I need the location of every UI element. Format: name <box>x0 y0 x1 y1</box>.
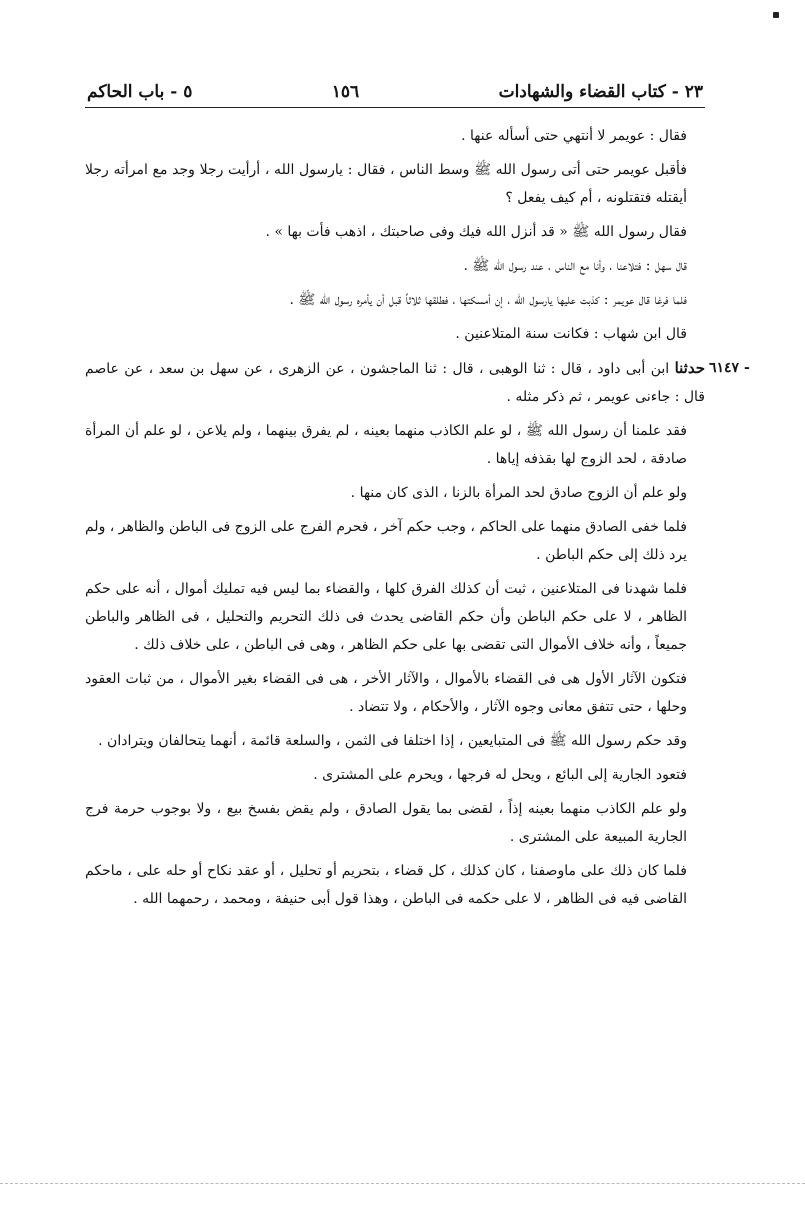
paragraph: فلما كان ذلك على ماوصفنا ، كان كذلك ، كل قضاء ، بتحريم أو تحليل ، أو عقد نكاح أو حله على ، ماحكم القاضى فيه فى الظاهر ، لا على حكمه فى الباطن ، وهذا قول أبى حنيفة ، ومحمد ، رحمهما الله . <box>85 863 687 907</box>
paragraph: فلما خفى الصادق منهما على الحاكم ، وجب حكم آخر ، فحرم الفرج على الزوج فى الباطن والظاهر ، ولم يرد ذلك إلى حكم الباطن . <box>84 519 687 563</box>
hadith-number: ٦١٤٧ - <box>709 360 750 376</box>
scan-mark <box>773 12 779 18</box>
scan-edge-divider <box>0 1183 805 1184</box>
page-number: ١٥٦ <box>331 82 360 102</box>
hadith-opening: حدثنا <box>674 359 705 377</box>
paragraph: فقال رسول الله ﷺ « قد أنزل الله فيك وفى صاحبتك ، اذهب فأت بها » . <box>265 224 687 240</box>
page-content <box>84 82 750 919</box>
paragraph: فتكون الآثار الأول هى فى القضاء بالأموال ، والآثار الأخر ، هى فى القضاء بغير الأموال ، من ثبات العقود وحلها ، حتى تتفق معانى وجوه الآثار ، والأحكام ، ولا تتضاد . <box>85 671 687 715</box>
paragraph: فتعود الجارية إلى البائع ، ويحل له فرجها ، ويحرم على المشترى . <box>313 767 687 783</box>
paragraph: فلما شهدنا فى المتلاعنين ، ثبت أن كذلك الفرق كلها ، والقضاء بما ليس فيه تمليك أموال ، أنه على حكم الظاهر ، لا على حكم الباطن وأن حكم القاضى يحدث فى ذلك التحريم والتحليل ، فى الظاهر والباطن جميعاً ، وأنه خلاف الأموال التى تقضى بها على حكم الظاهر ، وهى فى الباطن ، على خلاف ذلك . <box>85 581 687 653</box>
paragraph: قال ابن شهاب : فكانت سنة المتلاعنين . <box>455 326 687 342</box>
paragraph: وقد حكم رسول الله ﷺ فى المتبايعين ، إذا اختلفا فى الثمن ، والسلعة قائمة ، أنهما يتحالفان ويترادان . <box>98 733 687 749</box>
paragraph: فلما فرغا قال عويمر : كذبت عليها يارسول الله ، إن أمسكتها ، فطلقها ثلاثاً قبل أن يأمره رسول الله ﷺ . <box>289 292 687 308</box>
running-header <box>85 82 705 108</box>
paragraph: ولو علم أن الزوج صادق لحد المرأة بالزنا ، الذى كان منها . <box>350 485 687 501</box>
hadith-entry <box>85 354 750 411</box>
header-book-title: ٢٣ - كتاب القضاء والشهادات <box>498 82 703 102</box>
paragraph: ولو علم الكاذب منهما بعينه إذاً ، لقضى بما يقول الصادق ، ولم يقض بفسخ بيع ، ولا بوجوب حرمة فرج الجارية المبيعة على المشترى . <box>85 801 687 845</box>
hadith-text: ابن أبى داود ، قال : ثنا الوهبى ، قال : ثنا الماجشون ، عن الزهرى ، عن سهل بن سعد ، عن عاصم قال : جاءنى عويمر ، ثم ذكر مثله . <box>85 361 705 405</box>
paragraph: قال سهل : فتلاعنا ، وأنا مع الناس ، عند رسول الله ﷺ . <box>463 258 687 274</box>
header-chapter-title: ٥ - باب الحاكم <box>87 82 193 102</box>
paragraph: فأقبل عويمر حتى أتى رسول الله ﷺ وسط الناس ، فقال : يارسول الله ، أرأيت رجلا وجد مع امرأته رجلا أيقتله فتقتلونه ، أم كيف يفعل ؟ <box>85 162 687 206</box>
paragraph: فقد علمنا أن رسول الله ﷺ ، لو علم الكاذب منهما بعينه ، لم يفرق بينهما ، ولم يلاعن ، لو علم أن المرأة صادقة ، لحد الزوج لها بقذفه إياها . <box>85 423 687 467</box>
paragraph: فقال : عويمر لا أنتهي حتى أسأله عنها . <box>461 128 687 144</box>
page-body <box>84 108 750 913</box>
